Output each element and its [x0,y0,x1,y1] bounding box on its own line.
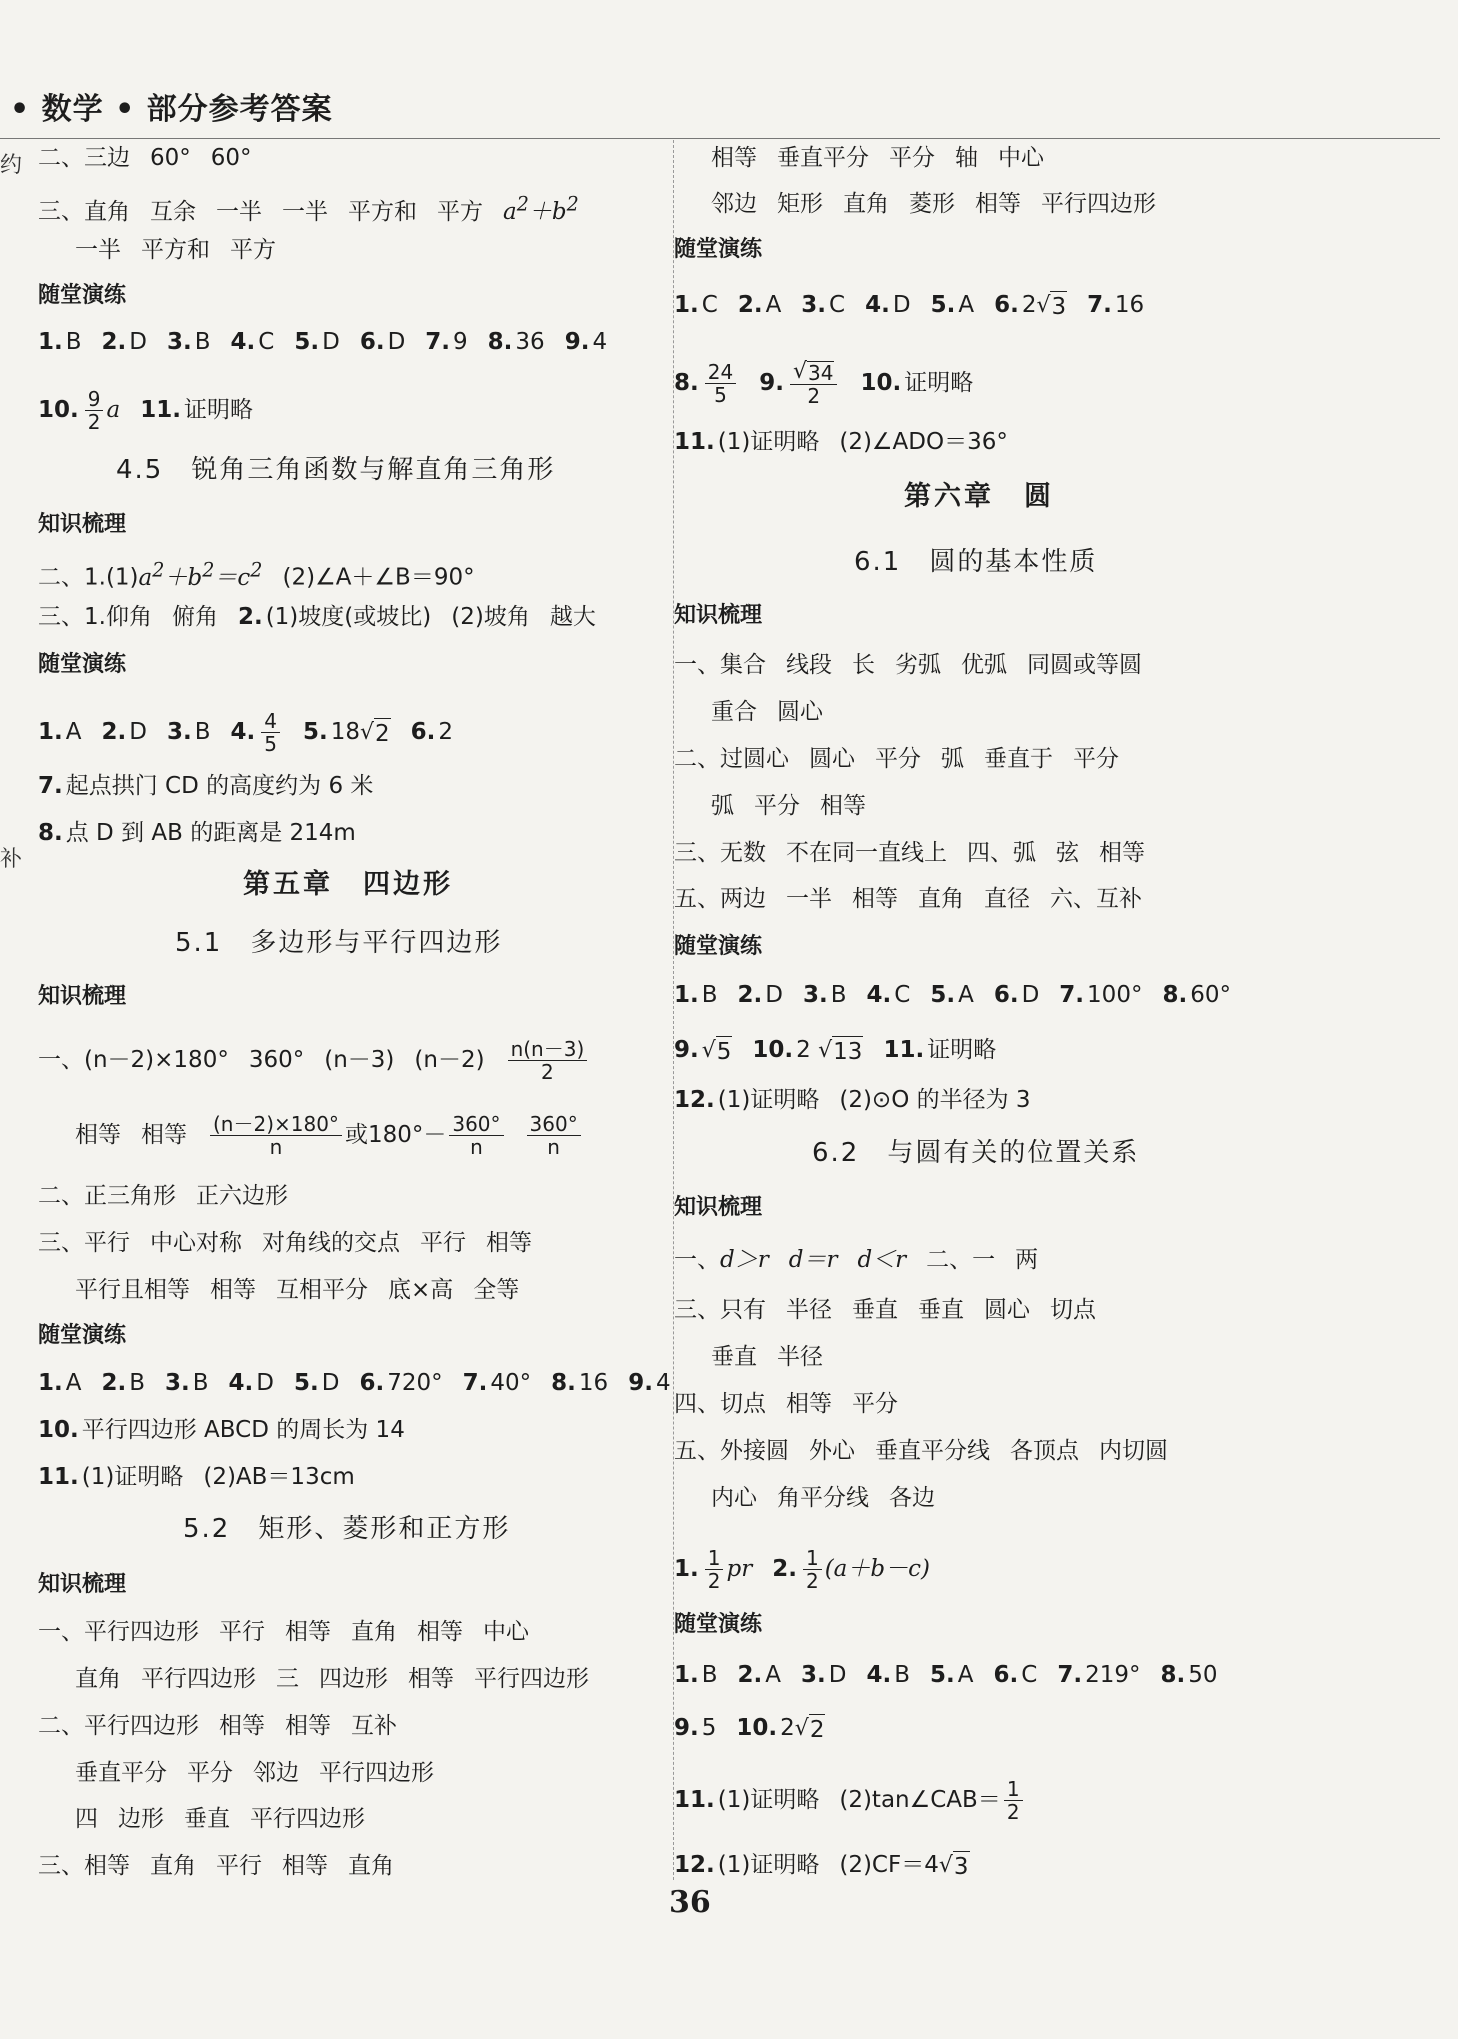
answer-line: 相等 相等 $\frac{(n-2)\times 180^\circ}{n}$ 或180°－ $\frac{360^\circ}{n}$ $\frac{360^\circ}{n}$ [38,1113,584,1158]
answer-line: 垂直平分 平分 邻边 平行四边形 [75,1760,434,1786]
answer-line: 12. (1)证明略 (2)CF＝4 √ 3 [674,1852,969,1880]
chapter-title: 第五章 四边形 [243,869,453,900]
answer-line: 1. A 2. B 3. B 4. D 5. D 6. 720° 7. 40° 8. 16 9. 4 [38,1370,671,1396]
answer-line: 三、无数 不在同一直线上 四、弧 弦 相等 [674,840,1145,866]
answer-line: 内心 角平分线 各边 [711,1485,935,1511]
section-label: 知识梳理 [674,603,763,628]
answer-line: 三、平行 中心对称 对角线的交点 平行 相等 [38,1230,532,1256]
answer-line: 1. B 2. A 3. D 4. B 5. A 6. C 7. 219° 8. 50 [674,1662,1218,1688]
margin-mark: 约 [0,153,23,178]
section-label: 知识梳理 [38,512,127,537]
answer-line: 平行且相等 相等 互相平分 底×高 全等 [75,1277,520,1303]
answer-line: 四、切点 相等 平分 [674,1391,898,1417]
section-label: 知识梳理 [38,984,127,1009]
answer-line: 直角 平行四边形 三 四边形 相等 平行四边形 [75,1666,589,1692]
answer-line: 11. (1)证明略 (2)∠ADO＝36° [674,429,1008,455]
answer-line: 一、(n－2)×180° 360° (n－3) (n－2) $\frac{n(n-3)}{2}$ [38,1038,590,1083]
answer-line: 8. $\frac{24}{5}$ 9. √ 34 2 10. 证明略 [674,359,974,408]
section-label: 知识梳理 [38,1572,127,1597]
answer-line: 1. B 2. D 3. B 4. C 5. D 6. D 7. 9 8. 36 9. 4 [38,329,608,355]
answer-line: 9. 5 10. 2 √ 2 [674,1715,825,1743]
answer-line: 9. √ 5 10. 2 √ 13 11. 证明略 [674,1037,997,1065]
page-header [0,84,1440,140]
answer-line: 11. (1)证明略 (2)tan∠CAB＝ $\frac{1}{2}$ [674,1778,1026,1823]
section-label: 随堂演练 [38,283,127,308]
page-number: 36 [669,1885,711,1920]
section-label: 随堂演练 [674,1612,763,1637]
answer-line: 三、相等 直角 平行 相等 直角 [38,1853,394,1879]
header-rule [0,138,1440,139]
section-label: 随堂演练 [38,652,127,677]
answer-line: 7. 起点拱门 CD 的高度约为 6 米 [38,773,374,799]
section-title: 5.1 多边形与平行四边形 [175,928,503,958]
answer-line: 一半 平方和 平方 [75,237,276,263]
answer-line: 1. A 2. D 3. B 4. $\frac{4}{5}$ 5. 18 √ 2 6. 2 [38,709,454,756]
answer-line: 二、$1.(1)a^2+b^2=c^2$ (2)∠A＋∠B＝90° [38,558,475,591]
answer-line: 10. $\frac{9}{2}$ a 11. 证明略 [38,387,253,434]
answer-line: 弧 平分 相等 [711,793,866,819]
header-title: • 数学 • 部分参考答案 [10,92,333,127]
answer-line: 重合 圆心 [711,699,823,725]
answer-line: 一、平行四边形 平行 相等 直角 相等 中心 [38,1619,529,1645]
section-label: 随堂演练 [674,934,763,959]
section-title: 5.2 矩形、菱形和正方形 [183,1514,511,1544]
section-title: 4.5 锐角三角函数与解直角三角形 [116,455,556,485]
margin-mark: 补 [0,847,23,872]
answer-line: 8. 点 D 到 AB 的距离是 214m [38,820,356,846]
section-title: 6.1 圆的基本性质 [854,547,1098,577]
section-label: 知识梳理 [674,1195,763,1220]
answer-line: 三、直角 互余 一半 一半 平方和 平方 $a^2+b^2$ [38,192,579,225]
answer-line: 二、过圆心 圆心 平分 弧 垂直于 平分 [674,746,1119,772]
answer-line: 二、三边 60° 60° [38,145,252,171]
answer-line: 11. (1)证明略 (2)AB＝13cm [38,1464,355,1490]
answer-line: 三、只有 半径 垂直 垂直 圆心 切点 [674,1297,1096,1323]
answer-line: 邻边 矩形 直角 菱形 相等 平行四边形 [711,191,1156,217]
section-title: 6.2 与圆有关的位置关系 [812,1138,1140,1168]
answer-line: 1. C 2. A 3. C 4. D 5. A 6. 2 √ 3 7. 16 [674,292,1145,320]
section-label: 随堂演练 [38,1323,127,1348]
answer-line: 五、两边 一半 相等 直角 直径 六、互补 [674,886,1142,912]
answer-line: 三、1.仰角 俯角 2. (1)坡度(或坡比) (2)坡角 越大 [38,604,596,630]
answer-line: 二、平行四边形 相等 相等 互补 [38,1713,397,1739]
answer-line: 一、d＞r d＝r d＜r 二、一 两 [674,1247,1039,1273]
answer-line: 一、集合 线段 长 劣弧 优弧 同圆或等圆 [674,652,1142,678]
answer-line: 相等 垂直平分 平分 轴 中心 [711,145,1044,171]
answer-line: 1. B 2. D 3. B 4. C 5. A 6. D 7. 100° 8. 60° [674,982,1231,1008]
answer-line: 二、正三角形 正六边形 [38,1183,288,1209]
answer-line: 12. (1)证明略 (2)⊙O 的半径为 3 [674,1087,1031,1113]
answer-line: 1. $\frac{1}{2}$ pr 2. $\frac{1}{2}$ (a＋b－c) [674,1546,930,1593]
section-label: 随堂演练 [674,237,763,262]
answer-line: 垂直 半径 [711,1344,823,1370]
answer-line: 四 边形 垂直 平行四边形 [75,1806,365,1832]
chapter-title: 第六章 圆 [904,481,1054,512]
answer-line: 五、外接圆 外心 垂直平分线 各顶点 内切圆 [674,1438,1168,1464]
answer-line: 10. 平行四边形 ABCD 的周长为 14 [38,1417,405,1443]
